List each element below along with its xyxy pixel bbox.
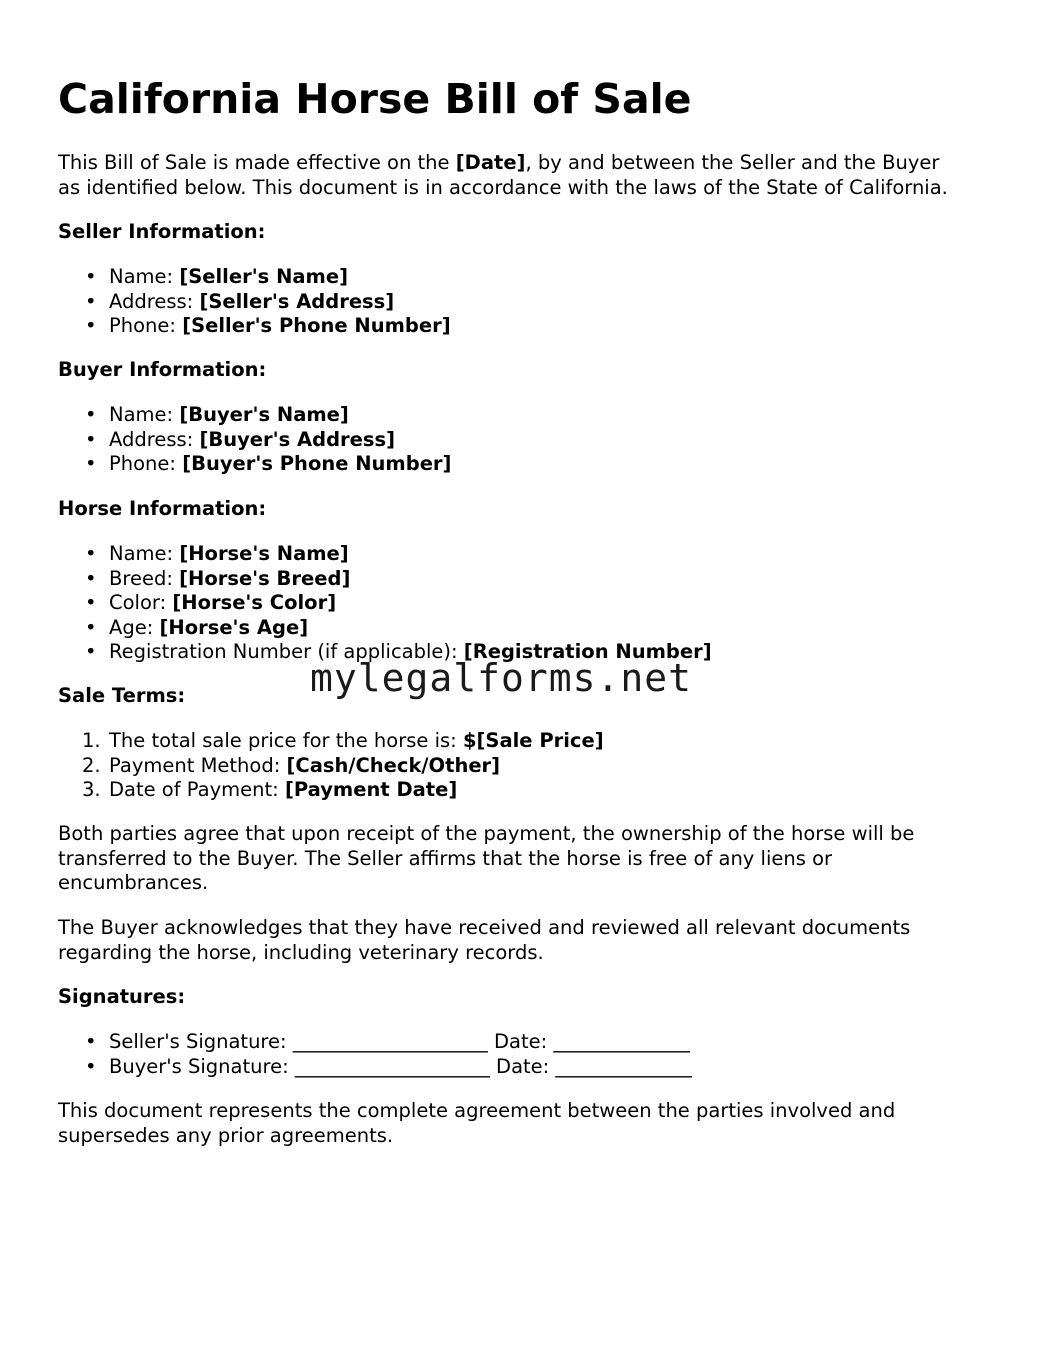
item-label: Address:: [109, 289, 200, 313]
list-item: [58, 616, 712, 641]
list-item: [58, 591, 712, 616]
item-label: Phone:: [109, 452, 183, 475]
list-item: [58, 314, 451, 339]
item-number: 2.: [82, 753, 101, 777]
item-label: Age:: [109, 615, 160, 639]
date-placeholder: [Date]: [455, 151, 526, 174]
signatures-list: [58, 1030, 692, 1079]
list-item: [58, 265, 451, 290]
item-value: [Seller's Phone Number]: [182, 314, 451, 337]
paragraph-line: Both parties agree that upon receipt of the payment, the ownership of the horse will be: [58, 822, 915, 845]
item-value: [Buyer's Address]: [199, 427, 395, 451]
item-label: Breed:: [109, 566, 180, 590]
item-label: Name:: [109, 265, 180, 288]
paragraph-line: The Buyer acknowledges that they have received and reviewed all relevant documents: [58, 916, 911, 939]
item-value: [Seller's Address]: [199, 289, 395, 313]
signatures-heading: Signatures:: [58, 985, 186, 1008]
list-item: [58, 542, 712, 567]
seller-list: [58, 265, 451, 339]
item-label: Phone:: [109, 314, 183, 337]
buyer-heading: Buyer Information:: [58, 358, 267, 381]
item-value: [Cash/Check/Other]: [286, 753, 501, 777]
item-label: Registration Number (if applicable):: [109, 640, 464, 663]
paragraph-line: supersedes any prior agreements.: [58, 1123, 394, 1147]
signature-line-buyer: • Buyer's Signature: ____________________ Date: ______________: [58, 1055, 692, 1080]
item-label: Payment Method:: [109, 753, 287, 777]
item-label: Address:: [109, 427, 200, 451]
closing-paragraph: [58, 1099, 998, 1148]
list-item: [58, 290, 451, 315]
list-item: [58, 754, 604, 779]
item-value: [Horse's Breed]: [179, 566, 351, 590]
watermark-text: mylegalforms.net: [310, 656, 693, 700]
paragraph-line: regarding the horse, including veterinary records.: [58, 940, 544, 964]
list-item: [58, 428, 451, 453]
list-item: [58, 778, 604, 803]
ownership-paragraph: [58, 822, 998, 896]
item-value: [Buyer's Phone Number]: [182, 452, 452, 475]
item-value: [Horse's Age]: [159, 615, 309, 639]
horse-heading: Horse Information:: [58, 497, 267, 520]
item-label: Name:: [109, 403, 180, 426]
intro-text: This Bill of Sale is made effective on the: [58, 151, 456, 174]
list-item: [58, 567, 712, 592]
seller-heading: Seller Information:: [58, 220, 266, 243]
item-label: Color:: [109, 591, 173, 614]
item-value: [Payment Date]: [284, 778, 458, 801]
intro-text-cont: , by and between the Seller and the Buyer: [525, 151, 940, 174]
list-item: [58, 403, 451, 428]
item-value: [Horse's Color]: [172, 591, 337, 614]
item-value: [Horse's Name]: [179, 542, 349, 565]
item-value: [Buyer's Name]: [179, 403, 349, 426]
item-label: Name:: [109, 542, 180, 565]
paragraph-line: transferred to the Buyer. The Seller affirms that the horse is free of any liens or: [58, 846, 833, 870]
intro-paragraph: [58, 151, 998, 200]
buyer-list: [58, 403, 451, 477]
item-label: The total sale price for the horse is:: [109, 729, 463, 752]
paragraph-line: This document represents the complete agreement between the parties involved and: [58, 1099, 896, 1122]
paragraph-line: encumbrances.: [58, 871, 209, 894]
horse-list: [58, 542, 712, 665]
list-item: [58, 729, 604, 754]
item-value: [Registration Number]: [463, 640, 712, 663]
list-item: [58, 452, 451, 477]
signature-line-seller: • Seller's Signature: ____________________ Date: ______________: [58, 1030, 692, 1055]
item-label: Date of Payment:: [109, 778, 285, 801]
intro-text-line2: as identified below. This document is in accordance with the laws of the State of California.: [58, 175, 948, 199]
records-paragraph: [58, 916, 998, 965]
document-title: California Horse Bill of Sale: [58, 75, 692, 123]
item-value: $[Sale Price]: [462, 729, 604, 752]
sale-terms-list: [58, 729, 604, 803]
item-value: [Seller's Name]: [179, 265, 349, 288]
item-number: 3.: [82, 778, 101, 801]
item-number: 1.: [82, 729, 101, 752]
sale-terms-heading: Sale Terms:: [58, 684, 186, 707]
